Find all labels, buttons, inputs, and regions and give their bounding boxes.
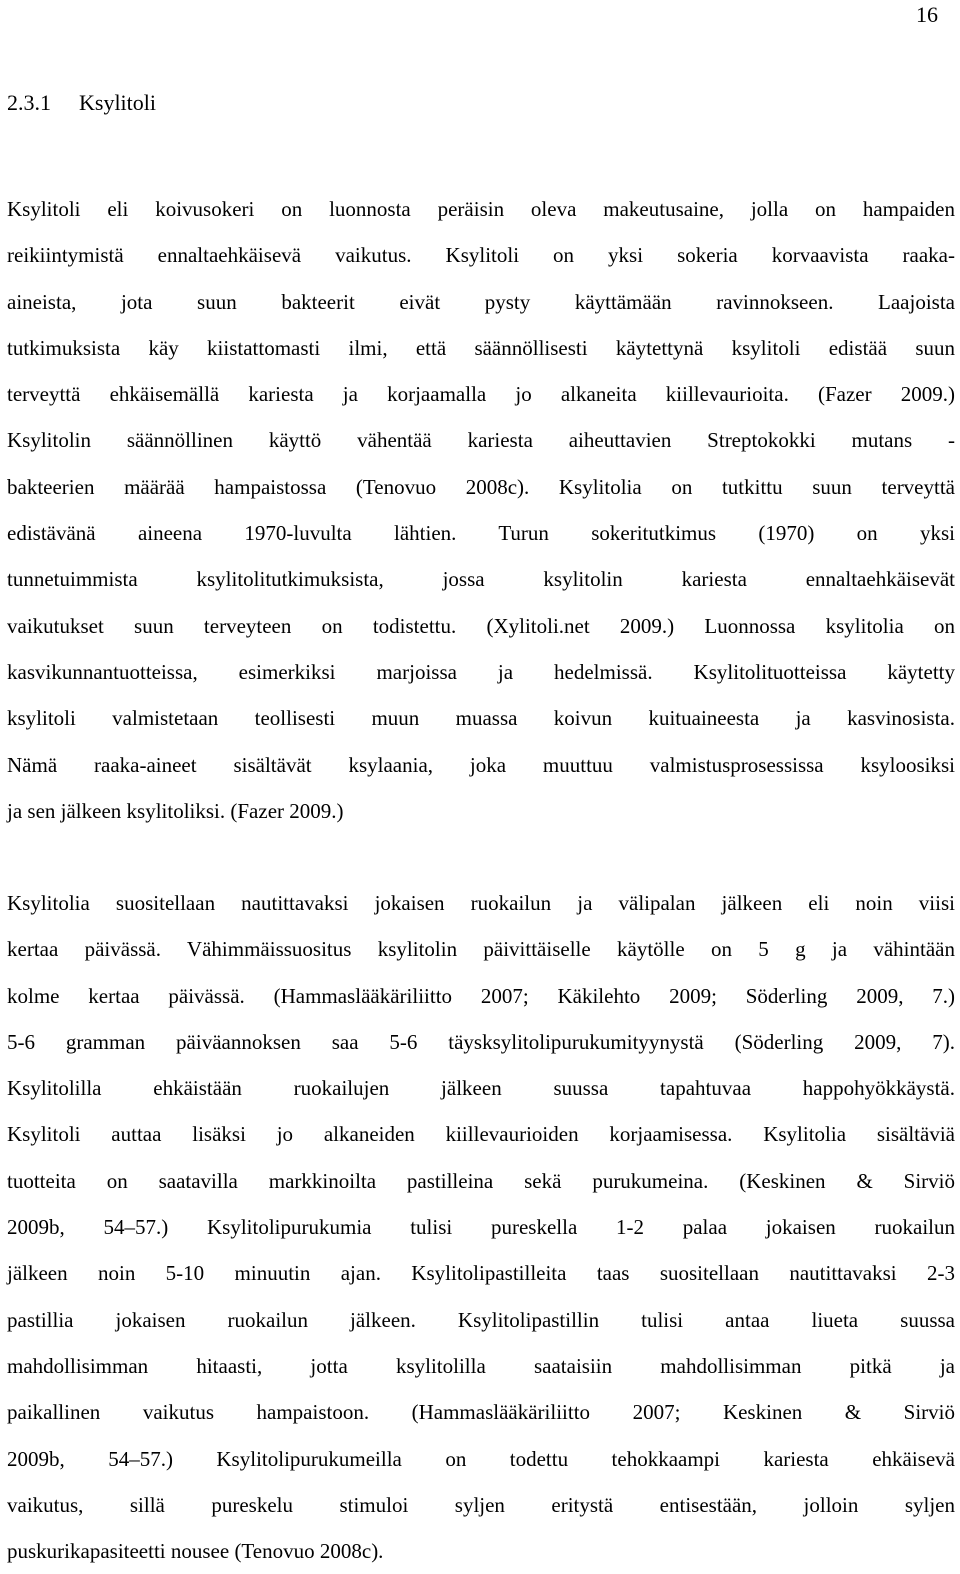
section-title: Ksylitoli (79, 90, 157, 115)
paragraph-line: Ksylitoli eli koivusokeri on luonnosta peräisin oleva makeutusaine, jolla on hampaiden (7, 197, 955, 221)
paragraph-line: puskurikapasiteetti nousee (Tenovuo 2008c). (7, 1539, 384, 1564)
paragraph-line: reikiintymistä ennaltaehkäisevä vaikutus. Ksylitoli on yksi sokeria korvaavista raaka- (7, 243, 955, 268)
paragraph-2 (7, 880, 955, 1574)
paragraph-line: jälkeen noin 5-10 minuutin ajan. Ksylitolipastilleita taas suositellaan nautittavaksi 2-3 (7, 1261, 955, 1286)
paragraph-line: vaikutus, sillä pureskelu stimuloi syljen eritystä entisestään, jolloin syljen (7, 1492, 955, 1517)
paragraph-line: vaikutukset suun terveyteen on todistettu. (Xylitoli.net 2009.) Luonnossa ksylitolia on (7, 613, 955, 638)
paragraph-line: bakteerien määrää hampaistossa (Tenovuo 2008c). Ksylitolia on tutkittu suun terveyttä (7, 474, 955, 499)
paragraph-line: Nämä raaka-aineet sisältävät ksylaania, joka muuttuu valmistusprosessissa ksyloosiksi (7, 752, 955, 777)
paragraph-line: ja sen jälkeen ksylitoliksi. (Fazer 2009.) (7, 798, 344, 823)
paragraph-line: Ksylitolilla ehkäistään ruokailujen jälkeen suussa tapahtuvaa happohyökkäystä. (7, 1076, 955, 1101)
paragraph-line: edistävänä aineena 1970-luvulta lähtien. Turun sokeritutkimus (1970) on yksi (7, 521, 955, 546)
paragraph-line: 2009b, 54–57.) Ksylitolipurukumia tulisi pureskella 1-2 palaa jokaisen ruokailun (7, 1215, 955, 1240)
paragraph-line: Ksylitolia suositellaan nautittavaksi jokaisen ruokailun ja välipalan jälkeen eli noin viisi (7, 891, 955, 915)
paragraph-line: ksylitoli valmistetaan teollisesti muun muassa koivun kuituaineesta ja kasvinosista. (7, 706, 955, 731)
paragraph-line: kolme kertaa päivässä. (Hammaslääkäriliitto 2007; Käkilehto 2009; Söderling 2009, 7.) (7, 983, 955, 1008)
page-number: 16 (916, 2, 938, 27)
paragraph-line: tutkimuksista käy kiistattomasti ilmi, että säännöllisesti käytettynä ksylitoli edistää suun (7, 335, 955, 360)
section-heading (7, 90, 156, 116)
paragraph-line: 2009b, 54–57.) Ksylitolipurukumeilla on todettu tehokkaampi kariesta ehkäisevä (7, 1446, 955, 1471)
paragraph-1 (7, 186, 955, 834)
paragraph-line: Ksylitoli auttaa lisäksi jo alkaneiden kiillevaurioiden korjaamisessa. Ksylitolia sisältäviä (7, 1122, 955, 1147)
paragraph-line: paikallinen vaikutus hampaistoon. (Hammaslääkäriliitto 2007; Keskinen & Sirviö (7, 1400, 955, 1425)
section-number: 2.3.1 (7, 90, 51, 115)
paragraph-line: mahdollisimman hitaasti, jotta ksylitolilla saataisiin mahdollisimman pitkä ja (7, 1353, 955, 1378)
paragraph-line: 5-6 gramman päiväannoksen saa 5-6 täysksylitolipurukumityynystä (Söderling 2009, 7). (7, 1029, 955, 1054)
paragraph-line: kertaa päivässä. Vähimmäissuositus ksylitolin päivittäiselle käytölle on 5 g ja vähintään (7, 937, 955, 962)
paragraph-line: tunnetuimmista ksylitolitutkimuksista, jossa ksylitolin kariesta ennaltaehkäisevät (7, 567, 955, 592)
paragraph-line: aineista, jota suun bakteerit eivät pysty käyttämään ravinnokseen. Laajoista (7, 289, 955, 314)
paragraph-line: pastillia jokaisen ruokailun jälkeen. Ksylitolipastillin tulisi antaa liueta suussa (7, 1307, 955, 1332)
paragraph-line: tuotteita on saatavilla markkinoilta pastilleina sekä purukumeina. (Keskinen & Sirviö (7, 1168, 955, 1193)
paragraph-line: terveyttä ehkäisemällä kariesta ja korjaamalla jo alkaneita kiillevaurioita. (Fazer 2009.) (7, 382, 955, 407)
paragraph-line: Ksylitolin säännöllinen käyttö vähentää kariesta aiheuttavien Streptokokki mutans - (7, 428, 955, 453)
paragraph-line: kasvikunnantuotteissa, esimerkiksi marjoissa ja hedelmissä. Ksylitolituotteissa käytetty (7, 659, 955, 684)
